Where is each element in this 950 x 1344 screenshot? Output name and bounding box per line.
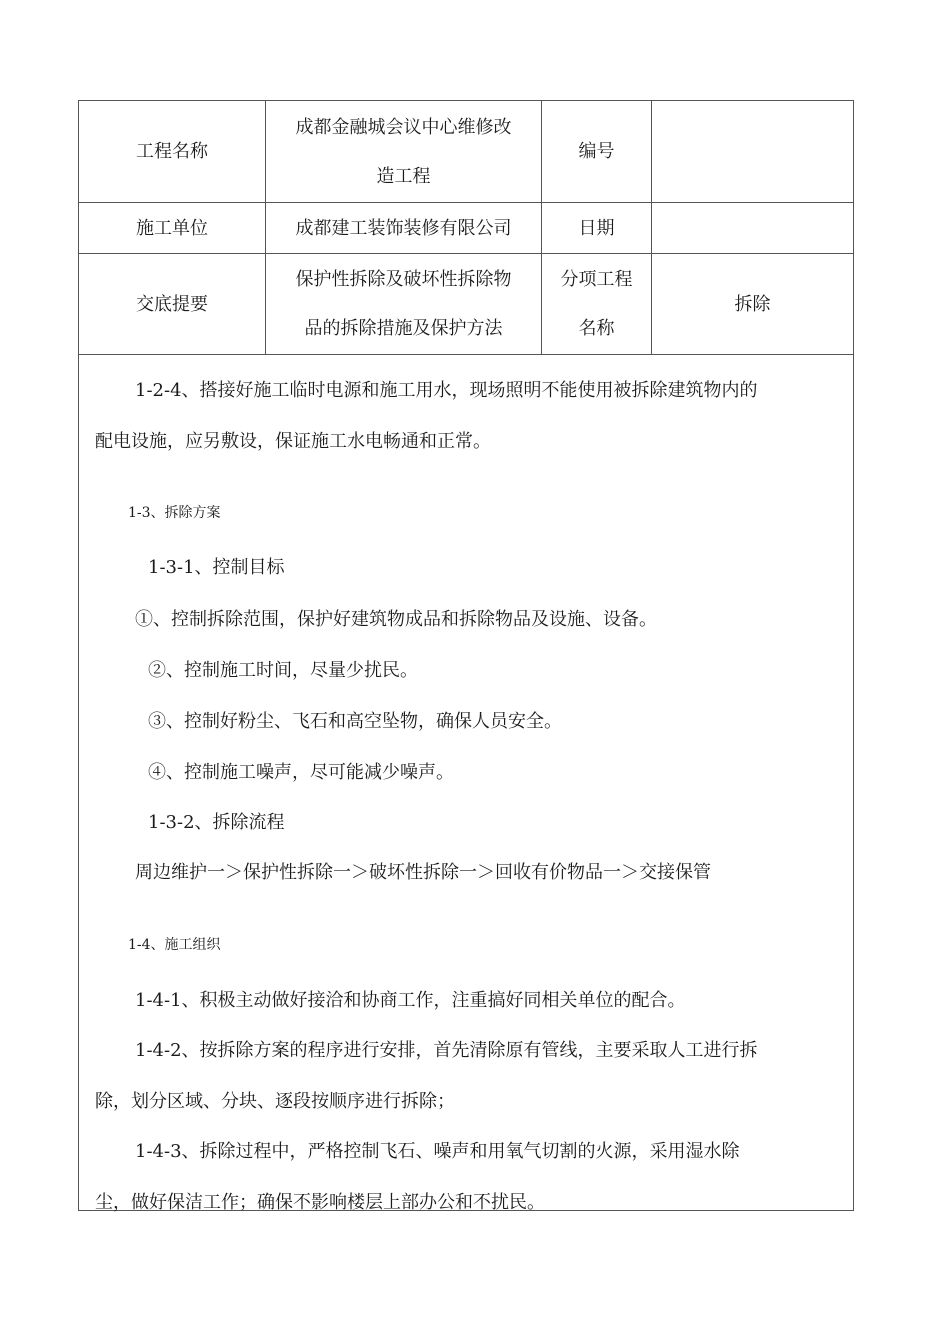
paragraph-1-4-3-line2: 尘，做好保洁工作；确保不影响楼层上部办公和不扰民。 — [95, 1192, 545, 1213]
summary-value — [266, 254, 541, 354]
subsection-heading-1-3-2: 1-3-2、拆除流程 — [148, 812, 285, 833]
goal-item-4: ④、控制施工噪声，尽可能减少噪声。 — [148, 762, 454, 783]
contractor-label — [79, 203, 265, 253]
project-name-value — [266, 101, 541, 202]
paragraph-1-4-3-line1: 1-4-3、拆除过程中，严格控制飞石、噪声和用氧气切割的火源，采用湿水除 — [135, 1141, 740, 1162]
paragraph-1-2-4-line2: 配电设施，应另敷设，保证施工水电畅通和正常。 — [95, 431, 491, 452]
serial-number-value — [652, 101, 853, 202]
serial-number-label — [542, 101, 651, 202]
subsection-heading-1-3-1: 1-3-1、控制目标 — [148, 557, 285, 578]
date-value — [652, 203, 853, 253]
date-label-text: 日期 — [578, 217, 615, 239]
project-name-label — [79, 101, 265, 202]
subitem-value-text: 拆除 — [734, 293, 771, 315]
subitem-value — [652, 254, 853, 354]
paragraph-1-4-2-line2: 除，划分区域、分块、逐段按顺序进行拆除； — [95, 1091, 455, 1112]
summary-value-line2: 品的拆除措施及保护方法 — [304, 318, 503, 339]
section-heading-1-3: 1-3、拆除方案 — [128, 505, 221, 521]
contractor-value — [266, 203, 541, 253]
project-name-label-text: 工程名称 — [136, 141, 208, 162]
contractor-value-text: 成都建工装饰装修有限公司 — [295, 217, 512, 239]
project-name-value-line2: 造工程 — [376, 165, 431, 187]
subitem-label-line2: 名称 — [578, 318, 615, 339]
row-divider — [79, 354, 853, 355]
summary-label — [79, 254, 265, 354]
subitem-label-line1: 分项工程 — [560, 269, 633, 290]
demolition-flow: 周边维护一＞保护性拆除一＞破坏性拆除一＞回收有价物品一＞交接保管 — [135, 862, 711, 883]
goal-item-1: ①、控制拆除范围，保护好建筑物成品和拆除物品及设施、设备。 — [135, 609, 657, 630]
goal-item-2: ②、控制施工时间，尽量少扰民。 — [148, 660, 418, 681]
paragraph-1-4-1: 1-4-1、积极主动做好接洽和协商工作，注重搞好同相关单位的配合。 — [135, 990, 686, 1011]
serial-number-label-text: 编号 — [578, 141, 615, 162]
paragraph-1-2-4-line1: 1-2-4、搭接好施工临时电源和施工用水，现场照明不能使用被拆除建筑物内的 — [135, 380, 758, 401]
summary-value-line1: 保护性拆除及破坏性拆除物 — [295, 269, 512, 290]
paragraph-1-4-2-line1: 1-4-2、按拆除方案的程序进行安排，首先清除原有管线，主要采取人工进行拆 — [135, 1040, 758, 1061]
section-heading-1-4: 1-4、施工组织 — [128, 937, 221, 953]
date-label — [542, 203, 651, 253]
goal-item-3: ③、控制好粉尘、飞石和高空坠物，确保人员安全。 — [148, 711, 562, 732]
subitem-label — [542, 254, 651, 354]
project-name-value-line1: 成都金融城会议中心维修改 — [295, 116, 512, 138]
summary-label-text: 交底提要 — [136, 293, 208, 315]
contractor-label-text: 施工单位 — [136, 217, 208, 239]
